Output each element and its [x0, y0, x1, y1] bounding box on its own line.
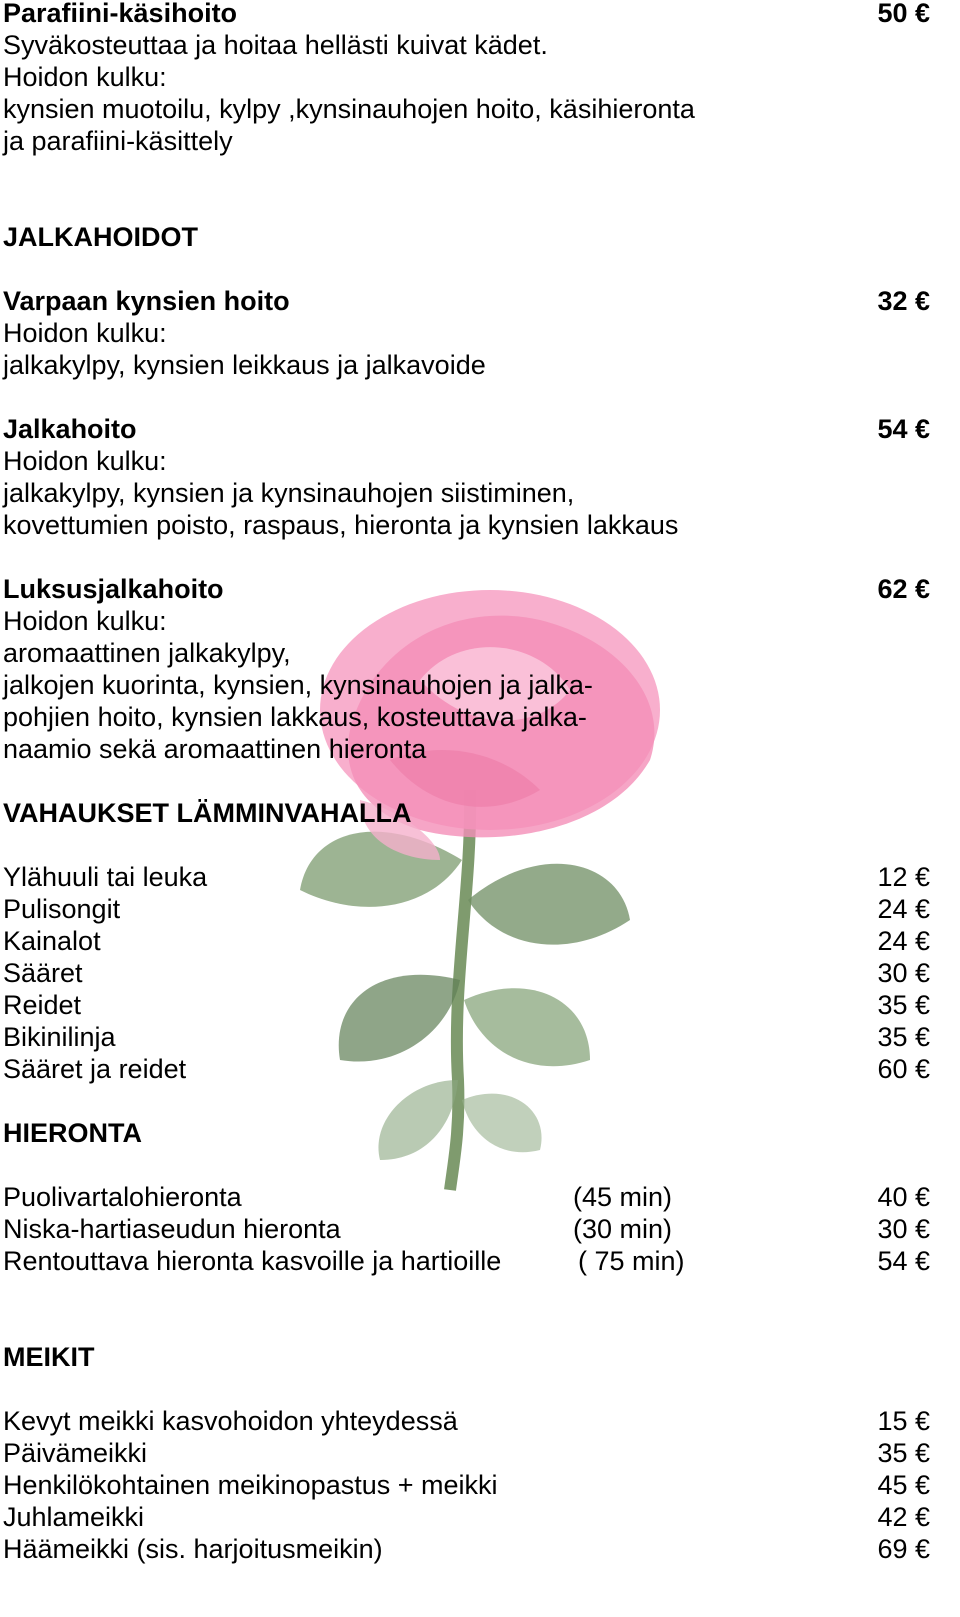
service-price: 50 € [877, 0, 930, 28]
service-description: ja parafiini-käsittely [3, 126, 233, 156]
item-price: 12 € [877, 862, 930, 892]
service-title: Parafiini-käsihoito [3, 0, 238, 28]
item-price: 40 € [877, 1182, 930, 1212]
item-name: Puolivartalohieronta [3, 1182, 242, 1212]
item-price: 35 € [877, 1022, 930, 1052]
item-price: 24 € [877, 894, 930, 924]
service-description: Hoidon kulku: [3, 62, 167, 92]
service-price: 62 € [877, 574, 930, 604]
price-row [3, 1405, 930, 1437]
price-row [3, 957, 930, 989]
service-title: Luksusjalkahoito [3, 574, 224, 604]
service-description: kovettumien poisto, raspaus, hieronta ja kynsien lakkaus [3, 510, 679, 540]
service-row [3, 0, 930, 29]
price-row [3, 861, 930, 893]
service-description: aromaattinen jalkakylpy, [3, 638, 291, 668]
item-name: Kainalot [3, 926, 101, 956]
service-row [3, 285, 930, 317]
service-description: jalkakylpy, kynsien leikkaus ja jalkavoide [3, 350, 486, 380]
item-duration: (45 min) [573, 1182, 673, 1212]
service-price: 54 € [877, 414, 930, 444]
price-row [3, 1021, 930, 1053]
price-row [3, 1437, 930, 1469]
service-description: kynsien muotoilu, kylpy ,kynsinauhojen hoito, käsihieronta [3, 94, 695, 124]
item-name: Niska-hartiaseudun hieronta [3, 1214, 341, 1244]
section-heading-vahaukset: VAHAUKSET LÄMMINVAHALLA [3, 798, 412, 828]
item-name: Henkilökohtainen meikinopastus + meikki [3, 1470, 498, 1500]
item-name: Rentouttava hieronta kasvoille ja hartioille [3, 1246, 502, 1276]
item-price: 45 € [877, 1470, 930, 1500]
item-price: 35 € [877, 990, 930, 1020]
item-name: Ylähuuli tai leuka [3, 862, 208, 892]
item-price: 69 € [877, 1534, 930, 1564]
section-heading-jalkahoidot: JALKAHOIDOT [3, 222, 198, 252]
price-row [3, 893, 930, 925]
item-price: 30 € [877, 1214, 930, 1244]
price-row [3, 925, 930, 957]
service-description: jalkojen kuorinta, kynsien, kynsinauhojen ja jalka- [3, 670, 593, 700]
service-description: pohjien hoito, kynsien lakkaus, kosteuttava jalka- [3, 702, 587, 732]
item-name: Kevyt meikki kasvohoidon yhteydessä [3, 1406, 458, 1436]
item-name: Päivämeikki [3, 1438, 148, 1468]
item-name: Sääret [3, 958, 83, 988]
price-row [3, 1181, 930, 1213]
item-name: Reidet [3, 990, 82, 1020]
service-price: 32 € [877, 286, 930, 316]
service-description: Hoidon kulku: [3, 606, 167, 636]
service-description: Syväkosteuttaa ja hoitaa hellästi kuivat kädet. [3, 30, 548, 60]
price-row [3, 1053, 930, 1085]
item-price: 60 € [877, 1054, 930, 1084]
item-price: 35 € [877, 1438, 930, 1468]
item-price: 30 € [877, 958, 930, 988]
item-name: Bikinilinja [3, 1022, 116, 1052]
service-description: naamio sekä aromaattinen hieronta [3, 734, 427, 764]
section-heading-hieronta: HIERONTA [3, 1118, 142, 1148]
service-row [3, 413, 930, 445]
item-name: Pulisongit [3, 894, 121, 924]
service-description: Hoidon kulku: [3, 446, 167, 476]
price-row [3, 989, 930, 1021]
item-price: 54 € [877, 1246, 930, 1276]
item-name: Juhlameikki [3, 1502, 145, 1532]
service-description: Hoidon kulku: [3, 318, 167, 348]
service-description: jalkakylpy, kynsien ja kynsinauhojen siistiminen, [3, 478, 575, 508]
item-duration: (30 min) [573, 1214, 673, 1244]
item-name: Sääret ja reidet [3, 1054, 187, 1084]
item-price: 42 € [877, 1502, 930, 1532]
service-row [3, 573, 930, 605]
price-row [3, 1245, 930, 1277]
price-row [3, 1469, 930, 1501]
price-row [3, 1533, 930, 1565]
item-name: Häämeikki (sis. harjoitusmeikin) [3, 1534, 383, 1564]
section-heading-meikit: MEIKIT [3, 1342, 95, 1372]
item-duration: ( 75 min) [578, 1246, 685, 1276]
price-row [3, 1501, 930, 1533]
price-row [3, 1213, 930, 1245]
service-title: Jalkahoito [3, 414, 137, 444]
service-title: Varpaan kynsien hoito [3, 286, 290, 316]
item-price: 15 € [877, 1406, 930, 1436]
item-price: 24 € [877, 926, 930, 956]
